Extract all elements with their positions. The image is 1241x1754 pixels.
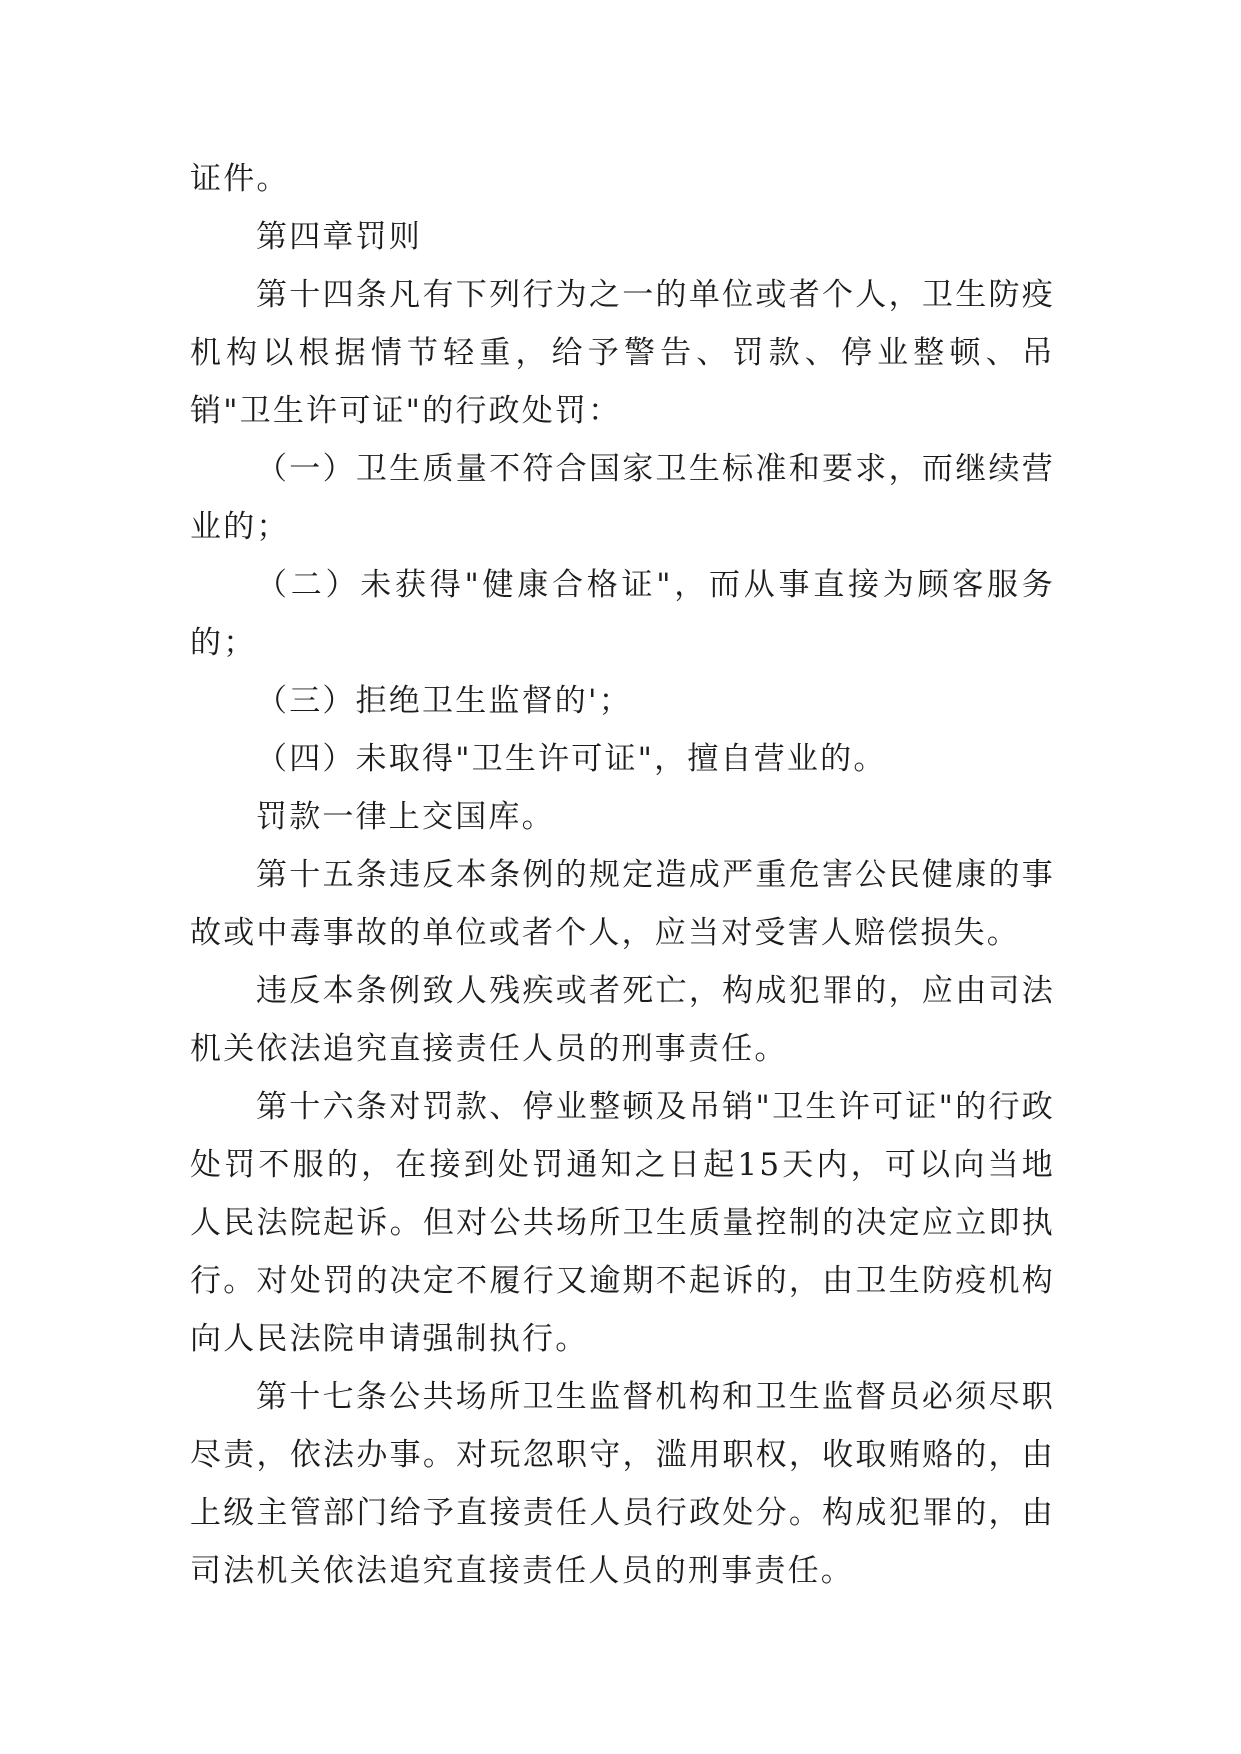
article-14-item-2: （二）未获得"健康合格证"，而从事直接为顾客服务的； [190, 567, 1055, 661]
article-16: 第十六条对罚款、停业整顿及吊销"卫生许可证"的行政处罚不服的，在接到处罚通知之日起15天内，可以向当地人民法院起诉。但对公共场所卫生质量控制的决定应立即执行。对处罚的决定不履行又逾期不起诉的，由卫生防疫机构向人民法院申请强制执行。 [190, 1089, 1055, 1357]
article-17: 第十七条公共场所卫生监督机构和卫生监督员必须尽职尽责，依法办事。对玩忽职守，滥用职权，收取贿赂的，由上级主管部门给予直接责任人员行政处分。构成犯罪的，由司法机关依法追究直接责任人员的刑事责任。 [190, 1379, 1055, 1589]
paragraph-continuation: 证件。 [190, 161, 290, 197]
article-15-clause-2: 违反本条例致人残疾或者死亡，构成犯罪的，应由司法机关依法追究直接责任人员的刑事责任。 [190, 973, 1055, 1067]
article-14: 第十四条凡有下列行为之一的单位或者个人，卫生防疫机构以根据情节轻重，给予警告、罚款、停业整顿、吊销"卫生许可证"的行政处罚： [190, 277, 1055, 429]
article-14-item-3: （三）拒绝卫生监督的'； [256, 683, 632, 719]
chapter-heading: 第四章罚则 [256, 219, 422, 255]
article-14-item-4: （四）未取得"卫生许可证"，擅自营业的。 [256, 741, 887, 777]
fine-note: 罚款一律上交国库。 [256, 799, 555, 835]
article-14-item-1: （一）卫生质量不符合国家卫生标准和要求，而继续营业的； [190, 451, 1055, 545]
document-body [190, 150, 1055, 1600]
article-15: 第十五条违反本条例的规定造成严重危害公民健康的事故或中毒事故的单位或者个人，应当对受害人赔偿损失。 [190, 857, 1055, 951]
